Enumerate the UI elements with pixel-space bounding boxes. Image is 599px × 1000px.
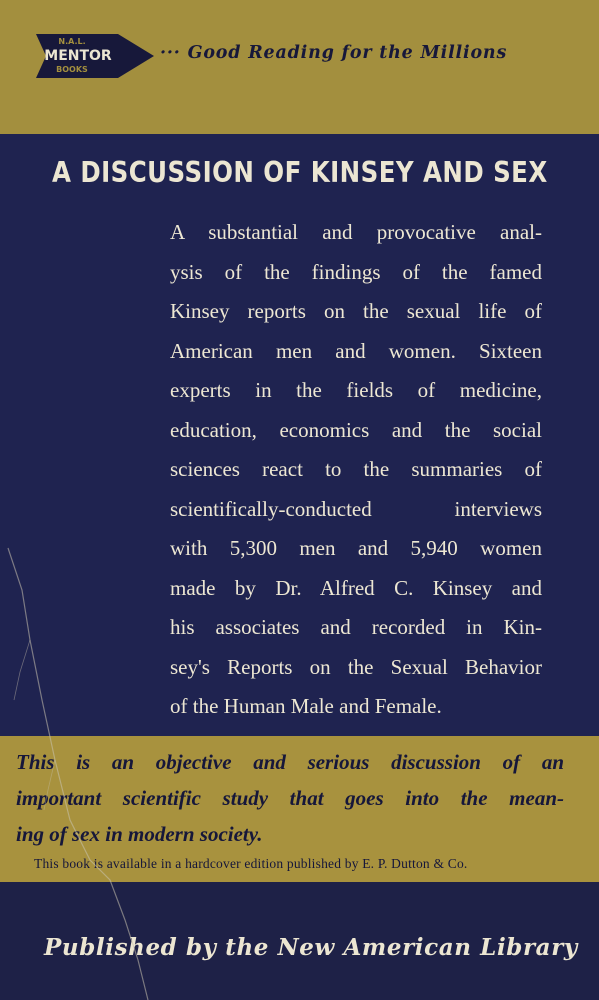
description-line: his associates and recorded in Kin-	[170, 615, 542, 639]
description-line: Kinsey reports on the sexual life of	[170, 299, 542, 323]
hardcover-note: This book is available in a hardcover edition published by E. P. Dutton & Co.	[34, 856, 468, 871]
description-line: made by Dr. Alfred C. Kinsey and	[170, 575, 542, 600]
logo-line-books: BOOKS	[56, 65, 88, 74]
description-line: sciences react to the summaries of	[170, 457, 542, 481]
description-line: sey's Reports on the Sexual Behavior	[170, 654, 542, 679]
emphasis-line: ing of sex in modern society.	[16, 822, 263, 846]
emphasis-line: This is an objective and serious discussion of an	[16, 750, 564, 774]
description-line: ysis of the findings of the famed	[170, 259, 542, 284]
description-line: education, economics and the social	[170, 417, 542, 442]
logo-line-nal: N.A.L.	[58, 37, 86, 46]
logo-line-mentor: MENTOR	[44, 48, 112, 64]
description-line: American men and women. Sixteen	[170, 338, 542, 363]
emphasis-line: important scientific study that goes into the mean-	[16, 786, 564, 810]
description-line: experts in the fields of medicine,	[170, 378, 542, 402]
emphasis-text	[16, 744, 564, 852]
description-line: scientifically-conducted interviews	[170, 496, 542, 521]
publisher-line: Published by the New American Library	[44, 934, 578, 961]
description-line: of the Human Male and Female.	[170, 694, 442, 718]
mentor-books-logo	[36, 30, 154, 82]
description-line: with 5,300 men and 5,940 women	[170, 536, 542, 560]
tagline: ··· Good Reading for the Millions	[160, 43, 508, 63]
book-title: A DISCUSSION OF KINSEY AND SEX	[52, 156, 548, 189]
description-line: A substantial and provocative anal-	[170, 220, 542, 244]
description-text	[170, 213, 542, 727]
